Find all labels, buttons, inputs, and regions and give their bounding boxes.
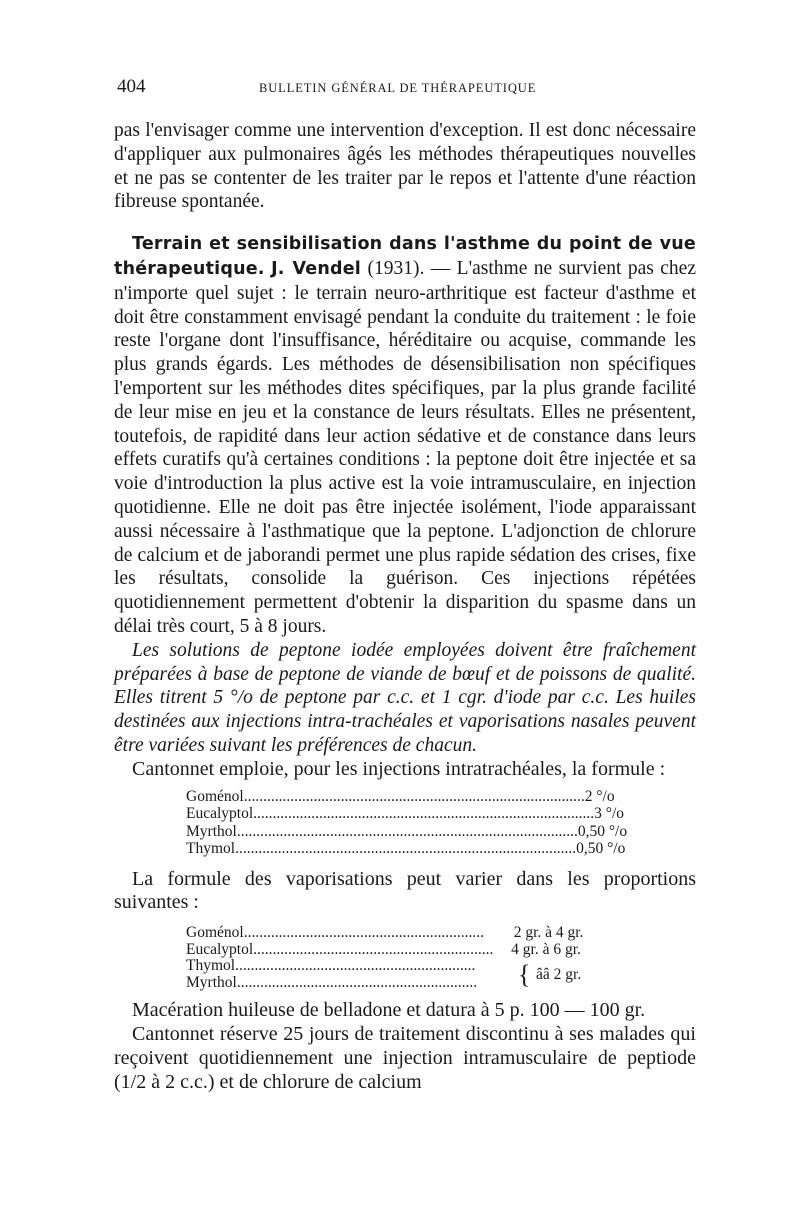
section-author: J. Vendel bbox=[271, 258, 362, 279]
formula-intro: Cantonnet emploie, pour les injections intratrachéales, la formule : bbox=[132, 757, 666, 780]
running-head: BULLETIN GÉNÉRAL DE THÉRAPEUTIQUE bbox=[259, 81, 537, 95]
vapor-formula-table bbox=[186, 925, 696, 991]
last-paragraph: Cantonnet réserve 25 jours de traitement discontinu à ses malades qui reçoivent quotidiennement une injection intramusculaire de peptiode (1/2 à 2 c.c.) et de chlorure de calcium bbox=[114, 1022, 696, 1093]
formula-brace-group bbox=[186, 958, 696, 991]
page-body bbox=[114, 119, 696, 1094]
formula-row: Eucalyptol ........................................................................................ 3 °/o bbox=[186, 805, 625, 823]
maceration-line: Macération huileuse de belladone et datura à 5 p. 100 — 100 gr. bbox=[132, 999, 646, 1022]
formula-row: Thymol .............................................................. bbox=[186, 957, 476, 975]
page-header bbox=[117, 76, 695, 100]
section-title: Terrain et sensibilisation dans l'asthme du point de vue thérapeutique. bbox=[114, 234, 696, 279]
italic-paragraph: Les solutions de peptone iodée employées doivent être fraîchement préparées à base de peptone de viande de bœuf et de poissons de qualité. Elles titrent 5 °/o de peptone par c.c. et 1 cgr. d'iode par c.c. Les huiles destinées aux injections intra-trachéales et vaporisations nasales peuvent être variées suivant les préférences de chacun. bbox=[114, 639, 696, 756]
section-year: (1931). bbox=[367, 257, 425, 279]
section-text: — L'asthme ne survient pas chez n'importe quel sujet : le terrain neuro-arthritique est facteur d'asthme et doit être constamment envisagé pendant la conduite du traitement : le foie reste l'organe dont l'insuffisance, héréditaire ou acquise, commande les plus grands égards. Les méthodes de désensibilisation non spécifiques l'emportent sur les méthodes dites spécifiques, par la plus grande facilité de leur mise en jeu et la constance de leurs résultats. Elles ne présentent, toutefois, de rapidité dans leur action sédative et de constance dans leurs effets curatifs qu'à certaines conditions : la peptone doit être injectée et sa voie d'introduction la plus active est la voie intramusculaire, en injection quotidienne. Elle ne doit pas être injectée isolément, l'iode apparaissant aussi nécessaire à l'asthmatique que la peptone. L'adjonction de chlorure de calcium et de jaborandi permet une plus rapide sédation des crises, fixe les résultats, consolide la guérison. Ces injections répétées quotidiennement permettent d'obtenir la disparition du spasme dans un délai très court, 5 à 8 jours. bbox=[114, 257, 696, 637]
paragraph-continuation: pas l'envisager comme une intervention d'exception. Il est donc nécessaire d'appliquer aux pulmonaires âgés les méthodes thérapeutiques nouvelles et ne pas se contenter de les traiter par le repos et l'attente d'une réaction fibreuse spontanée. bbox=[114, 120, 696, 213]
formula-row: Myrthol ........................................................................................ 0,50 °/o bbox=[186, 822, 628, 840]
brace-glyph: { bbox=[518, 960, 531, 990]
formula-row: Goménol .............................................................. 2 gr. à 4 gr. bbox=[186, 924, 584, 942]
formula-row: Eucalyptol .............................................................. 4 gr. à 6 gr. bbox=[186, 940, 581, 958]
formula-table bbox=[186, 788, 696, 858]
formula-row: Myrthol .............................................................. bbox=[186, 973, 478, 991]
formula-row: Goménol ........................................................................................ 2 °/o bbox=[186, 787, 615, 805]
vapor-intro: La formule des vaporisations peut varier dans les proportions suivantes : bbox=[114, 867, 696, 914]
shared-value: ââ 2 gr. bbox=[536, 966, 582, 984]
section-paragraph bbox=[114, 232, 696, 639]
page-number: 404 bbox=[117, 76, 146, 97]
formula-row: Thymol ........................................................................................ 0,50 °/o bbox=[186, 840, 626, 858]
